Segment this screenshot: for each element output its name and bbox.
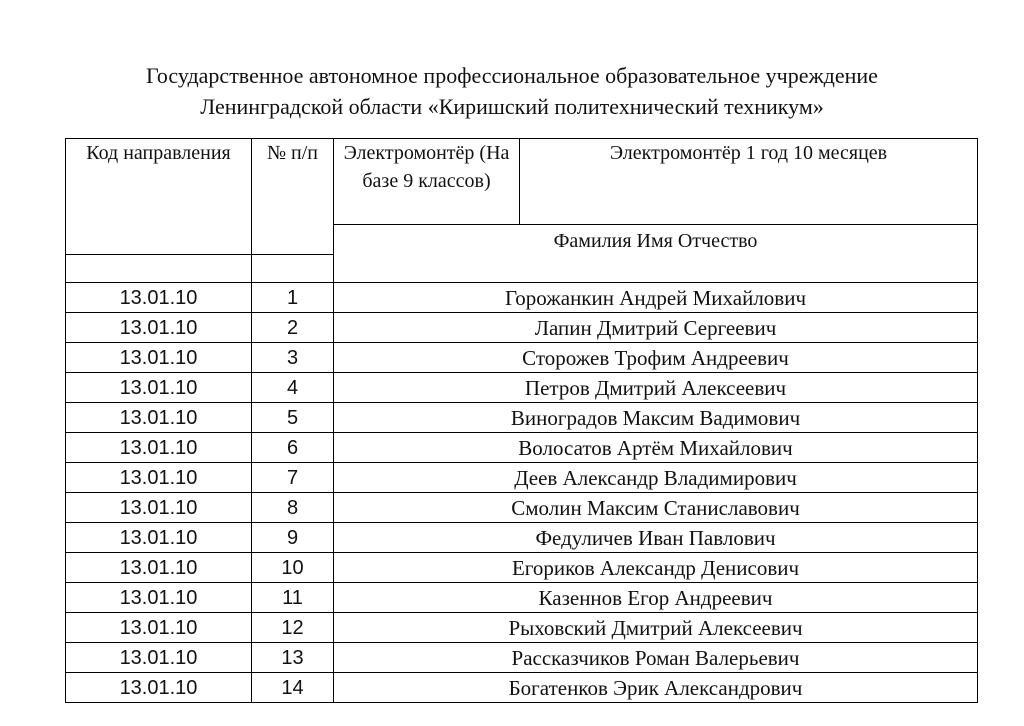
table-row xyxy=(66,673,978,703)
table-row xyxy=(66,613,978,643)
table-row xyxy=(66,283,978,313)
institution-line-1: Государственное автономное профессиональное образовательное учреждение xyxy=(146,63,878,88)
code-cell: 13.01.10 xyxy=(66,463,252,493)
code-header: Код направления xyxy=(66,139,252,255)
number-header: № п/п xyxy=(252,139,334,255)
num-cell: 10 xyxy=(252,553,334,583)
name-cell: Лапин Дмитрий Сергеевич xyxy=(334,313,978,343)
num-cell: 7 xyxy=(252,463,334,493)
code-cell: 13.01.10 xyxy=(66,343,252,373)
num-cell: 12 xyxy=(252,613,334,643)
code-cell: 13.01.10 xyxy=(66,313,252,343)
name-cell: Деев Александр Владимирович xyxy=(334,463,978,493)
code-cell: 13.01.10 xyxy=(66,613,252,643)
table-body xyxy=(66,283,978,703)
num-cell: 14 xyxy=(252,673,334,703)
code-cell: 13.01.10 xyxy=(66,283,252,313)
name-cell: Рыховский Дмитрий Алексеевич xyxy=(334,613,978,643)
table-row xyxy=(66,583,978,613)
base-education-header: Электромонтёр (На базе 9 классов) xyxy=(334,139,520,225)
name-cell: Рассказчиков Роман Валерьевич xyxy=(334,643,978,673)
name-cell: Егориков Александр Денисович xyxy=(334,553,978,583)
table-row xyxy=(66,373,978,403)
table-row xyxy=(66,433,978,463)
code-cell: 13.01.10 xyxy=(66,403,252,433)
table-row xyxy=(66,643,978,673)
name-cell: Смолин Максим Станиславович xyxy=(334,493,978,523)
name-cell: Сторожев Трофим Андреевич xyxy=(334,343,978,373)
num-cell: 1 xyxy=(252,283,334,313)
fio-header: Фамилия Имя Отчество xyxy=(334,225,978,283)
code-cell: 13.01.10 xyxy=(66,673,252,703)
num-cell: 5 xyxy=(252,403,334,433)
table-row xyxy=(66,493,978,523)
code-cell: 13.01.10 xyxy=(66,523,252,553)
name-cell: Казеннов Егор Андреевич xyxy=(334,583,978,613)
duration-header: Электромонтёр 1 год 10 месяцев xyxy=(520,139,978,225)
num-cell: 11 xyxy=(252,583,334,613)
code-cell: 13.01.10 xyxy=(66,373,252,403)
code-cell: 13.01.10 xyxy=(66,643,252,673)
table-row xyxy=(66,553,978,583)
table-row xyxy=(66,463,978,493)
num-cell: 2 xyxy=(252,313,334,343)
num-cell: 8 xyxy=(252,493,334,523)
student-list-table xyxy=(65,138,978,703)
table-row xyxy=(66,523,978,553)
document-header xyxy=(0,60,1024,122)
institution-line-2: Ленинградской области «Киришский политехнический техникум» xyxy=(200,94,824,119)
table-row xyxy=(66,403,978,433)
name-cell: Федуличев Иван Павлович xyxy=(334,523,978,553)
name-cell: Горожанкин Андрей Михайлович xyxy=(334,283,978,313)
name-cell: Петров Дмитрий Алексеевич xyxy=(334,373,978,403)
num-cell: 3 xyxy=(252,343,334,373)
num-cell: 9 xyxy=(252,523,334,553)
num-cell: 13 xyxy=(252,643,334,673)
empty-code-cell xyxy=(66,255,252,283)
empty-number-cell xyxy=(252,255,334,283)
name-cell: Волосатов Артём Михайлович xyxy=(334,433,978,463)
code-cell: 13.01.10 xyxy=(66,493,252,523)
table-header-row-1 xyxy=(66,139,978,225)
name-cell: Богатенков Эрик Александрович xyxy=(334,673,978,703)
code-cell: 13.01.10 xyxy=(66,553,252,583)
code-cell: 13.01.10 xyxy=(66,583,252,613)
table-row xyxy=(66,313,978,343)
table-row xyxy=(66,343,978,373)
num-cell: 6 xyxy=(252,433,334,463)
code-cell: 13.01.10 xyxy=(66,433,252,463)
num-cell: 4 xyxy=(252,373,334,403)
name-cell: Виноградов Максим Вадимович xyxy=(334,403,978,433)
